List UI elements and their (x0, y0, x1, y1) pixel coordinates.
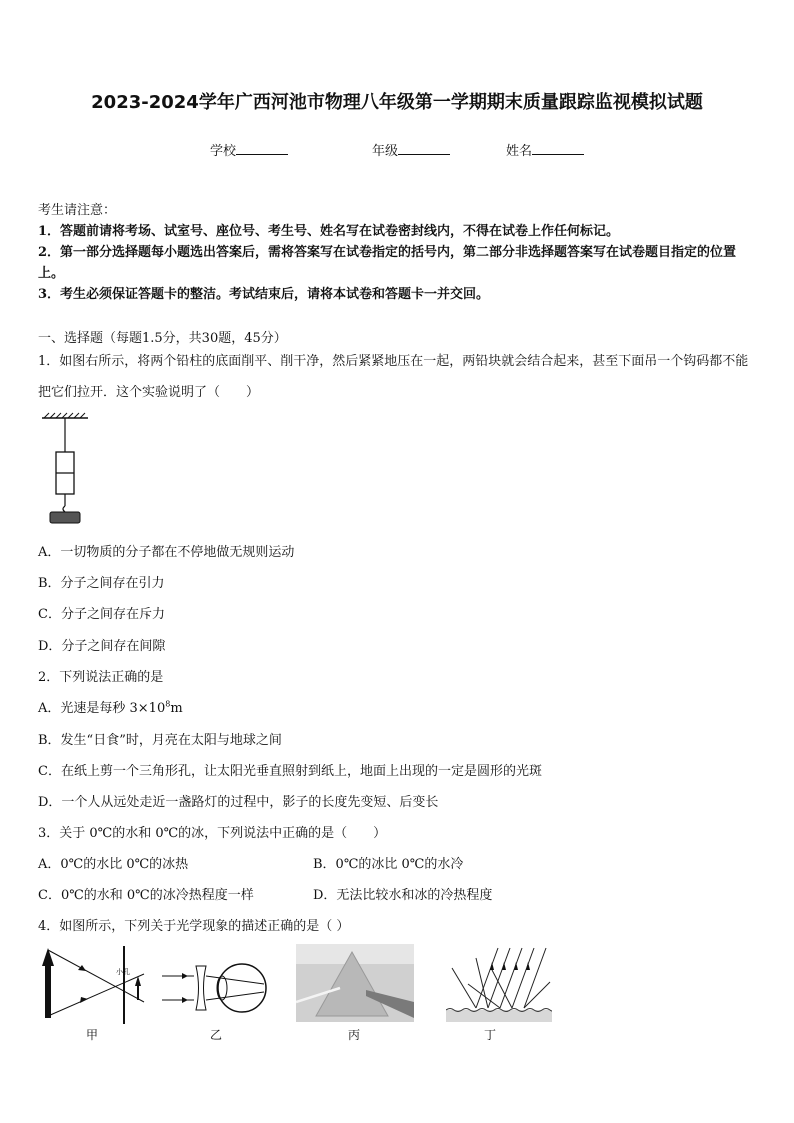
notice-item: 2．第一部分选择题每小题选出答案后，需将答案写在试卷指定的括号内，第二部分非选择题答案写在试卷题目指定的位置上。 (38, 245, 737, 281)
q2-option-a (38, 697, 183, 716)
q2-option-a-text: A．光速是每秒 3×10 (38, 701, 166, 716)
q2-option-b: B．发生“日食”时，月亮在太阳与地球之间 (38, 733, 282, 748)
grade-field[interactable] (372, 140, 450, 159)
pinhole-figure (36, 944, 148, 1026)
q2-option-a-exponent: 8 (165, 699, 171, 709)
q3-option-c: C．0℃的水和 0℃的冰冷热程度一样 (38, 888, 254, 903)
q1-option-c: C．分子之间存在斥力 (38, 607, 165, 622)
name-blank[interactable] (532, 142, 584, 155)
school-label: 学校 (210, 144, 237, 159)
figure-caption-yi: 乙 (210, 1028, 223, 1042)
page-title: 2023-2024学年广西河池市物理八年级第一学期期末质量跟踪监视模拟试题 (91, 92, 703, 113)
figure-caption-ding: 丁 (484, 1028, 497, 1042)
school-field[interactable] (210, 140, 288, 159)
grade-label: 年级 (372, 144, 399, 159)
q1-option-a: A．一切物质的分子都在不停地做无规则运动 (38, 545, 295, 560)
figure-caption-jia: 甲 (86, 1028, 99, 1042)
lead-cylinder-figure (40, 412, 90, 528)
notice-item: 1．答题前请将考场、试室号、座位号、考生号、姓名写在试卷密封线内，不得在试卷上作任何标记。 (38, 224, 620, 239)
eye-lens-figure (160, 960, 272, 1016)
section-heading: 一、选择题（每题1.5分，共30题，45分） (38, 331, 287, 346)
name-label: 姓名 (506, 144, 533, 159)
q4-stem: 4．如图所示，下列关于光学现象的描述正确的是（ ） (38, 919, 350, 934)
q3-stem: 3．关于 0℃的水和 0℃的冰，下列说法中正确的是（ ） (38, 826, 387, 841)
diffuse-reflection-figure (446, 944, 552, 1022)
q3-option-a: A．0℃的水比 0℃的冰热 (38, 857, 189, 872)
q2-stem: 2．下列说法正确的是 (38, 670, 164, 685)
q1-option-b: B．分子之间存在引力 (38, 576, 165, 591)
q3-option-d: D．无法比较水和冰的冷热程度 (313, 888, 493, 903)
pinhole-label: 小孔 (116, 968, 130, 976)
grade-blank[interactable] (398, 142, 450, 155)
q2-option-c: C．在纸上剪一个三角形孔，让太阳光垂直照射到纸上，地面上出现的一定是圆形的光斑 (38, 764, 542, 779)
figure-caption-bing: 丙 (348, 1028, 361, 1042)
notice-block (38, 200, 762, 305)
school-blank[interactable] (236, 142, 288, 155)
notice-item: 3．考生必须保证答题卡的整洁。考试结束后，请将本试卷和答题卡一并交回。 (38, 287, 490, 302)
q3-option-b: B．0℃的冰比 0℃的水冷 (313, 857, 464, 872)
q2-option-a-unit: m (170, 701, 183, 716)
prism-figure (296, 944, 414, 1022)
name-field[interactable] (506, 140, 584, 159)
notice-heading: 考生请注意： (38, 203, 117, 218)
q2-option-d: D．一个人从远处走近一盏路灯的过程中，影子的长度先变短、后变长 (38, 795, 439, 810)
q1-stem: 1．如图右所示，将两个铅柱的底面削平、削干净，然后紧紧地压在一起，两铅块就会结合起来，甚至下面吊一个钩码都不能把它们拉开．这个实验说明了（ ） (38, 354, 749, 400)
q1-option-d: D．分子之间存在间隙 (38, 639, 166, 654)
